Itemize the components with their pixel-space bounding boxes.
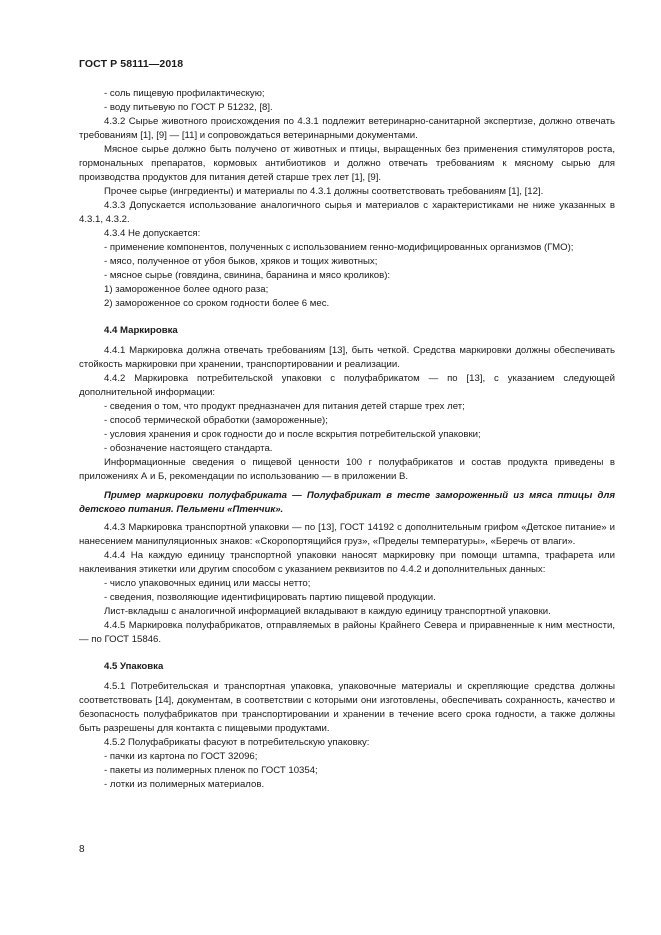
paragraph: 4.4.1 Маркировка должна отвечать требованиям [13], быть четкой. Средства маркировки должны обеспечивать стойкость маркировки при хранении, транспортировании и реализации. xyxy=(79,345,615,370)
paragraph: 4.5.1 Потребительская и транспортная упаковка, упаковочные материалы и скрепляющие средства должны соответствовать [14], документам, в соответствии с которыми они изготовлены, обеспечивать сохранность, качество и безопасность полуфабрикатов при транспортировании и хранении в течение всего срока годности, а также должны быть разрешены для контакта с пищевыми продуктами. xyxy=(79,681,615,734)
list-item: - воду питьевую по ГОСТ Р 51232, [8]. xyxy=(104,102,273,113)
paragraph: 4.3.2 Сырье животного происхождения по 4.3.1 подлежит ветеринарно-санитарной экспертизе, должно отвечать требованиям [1], [9] — [11] и сопровождаться ветеринарными документами. xyxy=(79,116,615,141)
list-item: 1) замороженное более одного раза; xyxy=(104,284,269,295)
paragraph: 4.3.3 Допускается использование аналогичного сырья и материалов с характеристиками не ниже указанных в 4.3.1, 4.3.2. xyxy=(79,200,615,225)
list-item: - пачки из картона по ГОСТ 32096; xyxy=(104,751,258,762)
section-heading: 4.5 Упаковка xyxy=(104,661,164,672)
list-item: - мясо, полученное от убоя быков, хряков и тощих животных; xyxy=(104,256,378,267)
paragraph: Лист-вкладыш с аналогичной информацией вкладывают в каждую единицу транспортной упаковки. xyxy=(104,606,551,617)
list-item: - мясное сырье (говядина, свинина, баранина и мясо кроликов): xyxy=(104,270,391,281)
list-item: 2) замороженное со сроком годности более 6 мес. xyxy=(104,298,330,309)
paragraph: - применение компонентов, полученных с использованием генно-модифицированных организмов (ГМО); xyxy=(104,242,574,253)
list-item: - обозначение настоящего стандарта. xyxy=(104,443,273,454)
list-item: - пакеты из полимерных пленок по ГОСТ 10354; xyxy=(104,765,318,776)
page-number: 8 xyxy=(79,844,85,855)
paragraph: 4.3.4 Не допускается: xyxy=(104,228,201,239)
list-item: - способ термической обработки (замороженные); xyxy=(104,415,328,426)
list-item: - сведения о том, что продукт предназначен для питания детей старше трех лет; xyxy=(104,401,465,412)
paragraph: Прочее сырье (ингредиенты) и материалы по 4.3.1 должны соответствовать требованиям [1], [12]. xyxy=(104,186,544,197)
example-note: Пример маркировки полуфабриката — Полуфабрикат в тесте замороженный из мяса птицы для детского питания. Пельмени «Птенчик». xyxy=(79,490,615,515)
list-item: - соль пищевую профилактическую; xyxy=(104,88,265,99)
document-header: ГОСТ Р 58111—2018 xyxy=(79,58,184,70)
paragraph: 4.4.5 Маркировка полуфабрикатов, отправляемых в районы Крайнего Севера и приравненные к ним местности, — по ГОСТ 15846. xyxy=(79,620,615,645)
paragraph: 4.4.3 Маркировка транспортной упаковки — по [13], ГОСТ 14192 с дополнительным грифом «Детское питание» и нанесением манипуляционных знаков: «Скоропортящийся груз», «Пределы температуры», «Беречь от влаги». xyxy=(79,522,615,547)
list-item: - сведения, позволяющие идентифицировать партию пищевой продукции. xyxy=(104,592,436,603)
paragraph: 4.4.4 На каждую единицу транспортной упаковки наносят маркировку при помощи штампа, трафарета или наклеивания этикетки или другим способом с указанием реквизитов по 4.4.2 и дополнительных данных: xyxy=(79,550,615,575)
paragraph: 4.5.2 Полуфабрикаты фасуют в потребительскую упаковку: xyxy=(104,737,370,748)
paragraph: 4.4.2 Маркировка потребительской упаковки с полуфабрикатом — по [13], с указанием следующей дополнительной информации: xyxy=(79,373,615,398)
list-item: - число упаковочных единиц или массы нетто; xyxy=(104,578,311,589)
paragraph: Информационные сведения о пищевой ценности 100 г полуфабрикатов и состав продукта приведены в приложениях А и Б, рекомендации по использованию — в приложении В. xyxy=(79,457,615,482)
section-heading: 4.4 Маркировка xyxy=(104,325,178,336)
paragraph: Мясное сырье должно быть получено от животных и птицы, выращенных без применения стимуляторов роста, гормональных препаратов, кормовых антибиотиков и должно отвечать требованиям к мясному сырью для производства продуктов для питания детей старше трех лет [1], [9]. xyxy=(79,144,615,183)
document-body xyxy=(79,87,615,792)
list-item: - лотки из полимерных материалов. xyxy=(104,779,265,790)
list-item: - условия хранения и срок годности до и после вскрытия потребительской упаковки; xyxy=(104,429,481,440)
